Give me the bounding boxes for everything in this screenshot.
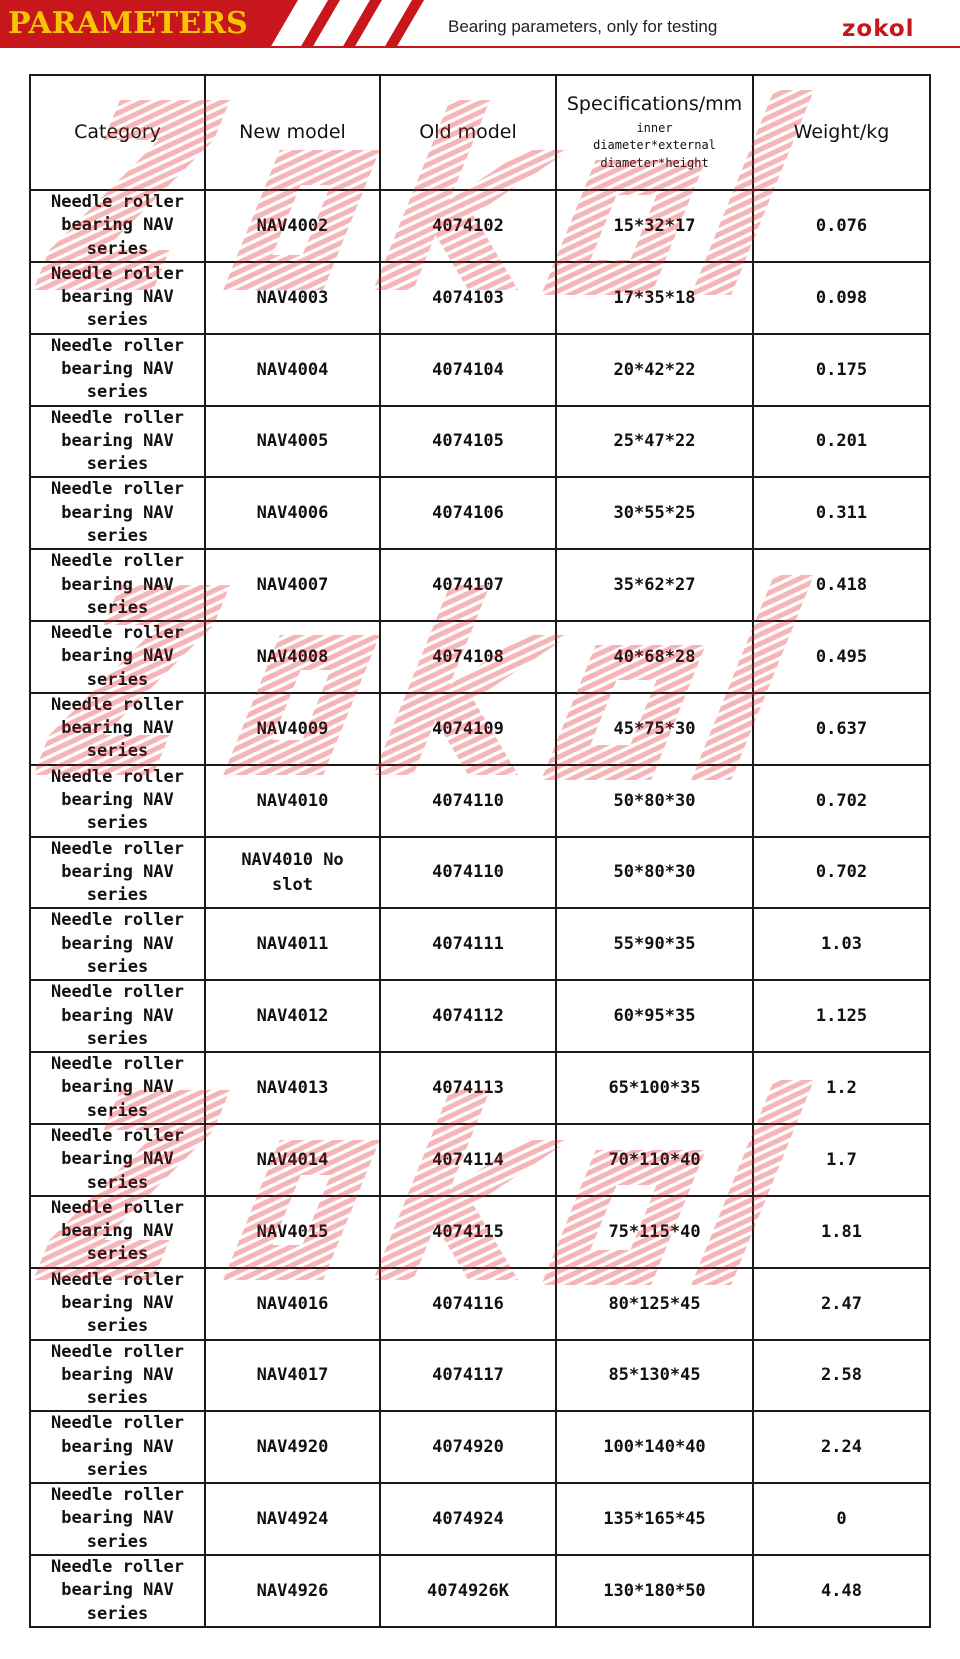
old-model-cell: 4074112: [380, 980, 556, 1052]
new-model-cell: [205, 1052, 380, 1124]
category-cell-line: series: [86, 1316, 149, 1337]
category-cell: [30, 693, 205, 765]
table-row: [30, 1052, 930, 1124]
spec-cell: 135*165*45: [556, 1483, 753, 1555]
new-model-cell: [205, 1124, 380, 1196]
spec-cell: 85*130*45: [556, 1340, 753, 1412]
spec-sub-line: inner: [636, 120, 673, 135]
new-model-cell-line: NAV4002: [256, 215, 329, 236]
header-banner: [0, 0, 960, 52]
spec-cell: 55*90*35: [556, 908, 753, 980]
category-cell-line: Needle roller: [50, 1197, 185, 1218]
new-model-cell-line: NAV4005: [256, 431, 329, 452]
new-model-cell: [205, 406, 380, 478]
header-weight: Weight/kg: [753, 75, 930, 190]
banner-stripes: [250, 0, 435, 48]
table-row: [30, 1268, 930, 1340]
category-cell-line: series: [86, 1100, 149, 1121]
weight-cell: 1.7: [753, 1124, 930, 1196]
category-cell-line: bearing NAV: [61, 1580, 174, 1601]
old-model-cell: 4074117: [380, 1340, 556, 1412]
category-cell: [30, 334, 205, 406]
old-model-cell: 4074107: [380, 549, 556, 621]
table-row: [30, 549, 930, 621]
old-model-cell: 4074111: [380, 908, 556, 980]
category-cell-line: Needle roller: [50, 623, 185, 644]
new-model-cell-line: NAV4011: [256, 934, 329, 955]
category-cell-line: bearing NAV: [61, 718, 174, 739]
weight-cell: 0.098: [753, 262, 930, 334]
category-cell: [30, 1483, 205, 1555]
weight-cell: 0.702: [753, 765, 930, 837]
category-cell-line: Needle roller: [50, 910, 185, 931]
weight-cell: 0.495: [753, 621, 930, 693]
category-cell-line: bearing NAV: [61, 646, 174, 667]
category-cell-line: series: [86, 957, 149, 977]
spec-cell: 15*32*17: [556, 190, 753, 262]
spec-sub-line: diameter*external: [593, 138, 716, 153]
new-model-cell-line: NAV4015: [256, 1221, 329, 1242]
old-model-cell: 4074103: [380, 262, 556, 334]
new-model-cell: [205, 693, 380, 765]
new-model-cell: [205, 1268, 380, 1340]
weight-cell: 0: [753, 1483, 930, 1555]
new-model-cell-line: NAV4010: [256, 790, 329, 811]
weight-cell: 0.702: [753, 837, 930, 909]
category-cell-line: Needle roller: [50, 1054, 185, 1075]
category-cell-line: series: [86, 669, 149, 690]
new-model-cell-line: NAV4926: [256, 1580, 329, 1601]
old-model-cell: 4074115: [380, 1196, 556, 1268]
category-cell: [30, 621, 205, 693]
spec-cell: 100*140*40: [556, 1411, 753, 1483]
weight-cell: 0.311: [753, 477, 930, 549]
old-model-cell: 4074116: [380, 1268, 556, 1340]
spec-cell: 30*55*25: [556, 477, 753, 549]
category-cell: [30, 908, 205, 980]
category-cell-line: bearing NAV: [61, 1364, 174, 1385]
category-cell-line: series: [86, 885, 149, 906]
table-row: [30, 406, 930, 478]
weight-cell: 1.2: [753, 1052, 930, 1124]
banner-subtitle: Bearing parameters, only for testing: [448, 17, 718, 36]
new-model-cell-line: NAV4008: [256, 646, 329, 667]
category-cell-line: bearing NAV: [61, 1436, 174, 1457]
new-model-cell: [205, 837, 380, 909]
new-model-cell-line: NAV4009: [256, 718, 329, 739]
category-cell-line: series: [86, 238, 149, 259]
new-model-cell-line: NAV4010 No: [241, 850, 344, 871]
category-cell: [30, 837, 205, 909]
new-model-cell-line: NAV4016: [256, 1293, 329, 1314]
category-cell: [30, 1268, 205, 1340]
category-cell: [30, 406, 205, 478]
new-model-cell: [205, 1340, 380, 1412]
new-model-cell-line: NAV4003: [256, 287, 329, 308]
spec-cell: 45*75*30: [556, 693, 753, 765]
category-cell-line: Needle roller: [50, 1125, 185, 1146]
category-cell: [30, 549, 205, 621]
table-row: [30, 1411, 930, 1483]
category-cell-line: series: [86, 597, 149, 618]
new-model-cell-line: slot: [272, 874, 313, 895]
category-cell-line: series: [86, 1028, 149, 1049]
category-cell-line: bearing NAV: [61, 1508, 174, 1529]
category-cell-line: series: [86, 454, 149, 475]
new-model-cell: [205, 477, 380, 549]
category-cell-line: bearing NAV: [61, 1149, 174, 1170]
spec-sub-line: diameter*height: [600, 155, 709, 170]
table-row: [30, 621, 930, 693]
spec-cell: 130*180*50: [556, 1555, 753, 1627]
table-row: [30, 765, 930, 837]
category-cell-line: Needle roller: [50, 479, 185, 500]
category-cell-line: bearing NAV: [61, 861, 174, 882]
category-cell-line: Needle roller: [50, 1413, 185, 1434]
old-model-cell: 4074109: [380, 693, 556, 765]
category-cell-line: series: [86, 813, 149, 834]
spec-cell: 65*100*35: [556, 1052, 753, 1124]
category-cell-line: series: [86, 1388, 149, 1409]
header-specifications-title: Specifications/mm: [566, 93, 743, 116]
table-row: [30, 837, 930, 909]
category-cell-line: bearing NAV: [61, 358, 174, 379]
spec-cell: 75*115*40: [556, 1196, 753, 1268]
weight-cell: 1.81: [753, 1196, 930, 1268]
category-cell: [30, 980, 205, 1052]
new-model-cell: [205, 549, 380, 621]
parameters-table: [29, 74, 931, 1628]
new-model-cell: [205, 334, 380, 406]
spec-cell: 50*80*30: [556, 765, 753, 837]
category-cell-line: bearing NAV: [61, 1077, 174, 1098]
category-cell-line: Needle roller: [50, 407, 185, 428]
new-model-cell-line: NAV4014: [256, 1149, 329, 1170]
category-cell-line: bearing NAV: [61, 502, 174, 523]
spec-cell: 25*47*22: [556, 406, 753, 478]
category-cell-line: bearing NAV: [61, 1292, 174, 1313]
category-cell-line: Needle roller: [50, 1269, 185, 1290]
weight-cell: 2.24: [753, 1411, 930, 1483]
new-model-cell: [205, 908, 380, 980]
new-model-cell: [205, 621, 380, 693]
category-cell-line: series: [86, 1244, 149, 1265]
table-row: [30, 1196, 930, 1268]
category-cell-line: series: [86, 1603, 149, 1624]
old-model-cell: 4074924: [380, 1483, 556, 1555]
category-cell-line: series: [86, 1459, 149, 1480]
category-cell-line: series: [86, 1172, 149, 1193]
category-cell: [30, 1555, 205, 1627]
new-model-cell-line: NAV4006: [256, 503, 329, 524]
new-model-cell-line: NAV4920: [256, 1437, 329, 1458]
category-cell-line: bearing NAV: [61, 933, 174, 954]
category-cell-line: Needle roller: [50, 1557, 185, 1578]
new-model-cell-line: NAV4013: [256, 1077, 329, 1098]
spec-cell: 35*62*27: [556, 549, 753, 621]
banner-title: PARAMETERS: [8, 6, 248, 41]
new-model-cell: [205, 1555, 380, 1627]
header-category: Category: [30, 75, 205, 190]
category-cell: [30, 1196, 205, 1268]
header-specifications-sub: [557, 120, 752, 172]
table-row: [30, 980, 930, 1052]
category-cell: [30, 1411, 205, 1483]
category-cell-line: series: [86, 741, 149, 762]
spec-cell: 17*35*18: [556, 262, 753, 334]
table-row: [30, 334, 930, 406]
weight-cell: 2.47: [753, 1268, 930, 1340]
header-new-model: New model: [205, 75, 380, 190]
new-model-cell-line: NAV4924: [256, 1509, 329, 1530]
table-row: [30, 1483, 930, 1555]
new-model-cell: [205, 1483, 380, 1555]
header-specifications: [556, 75, 753, 190]
old-model-cell: 4074110: [380, 837, 556, 909]
new-model-cell: [205, 1411, 380, 1483]
category-cell: [30, 1052, 205, 1124]
new-model-cell: [205, 765, 380, 837]
new-model-cell-line: NAV4012: [256, 1006, 329, 1027]
table-row: [30, 1555, 930, 1627]
old-model-cell: 4074108: [380, 621, 556, 693]
old-model-cell: 4074110: [380, 765, 556, 837]
category-cell-line: Needle roller: [50, 551, 185, 572]
header-old-model: Old model: [380, 75, 556, 190]
old-model-cell: 4074104: [380, 334, 556, 406]
category-cell-line: bearing NAV: [61, 430, 174, 451]
category-cell-line: Needle roller: [50, 694, 185, 715]
category-cell-line: series: [86, 382, 149, 403]
spec-cell: 20*42*22: [556, 334, 753, 406]
table-row: [30, 693, 930, 765]
weight-cell: 4.48: [753, 1555, 930, 1627]
new-model-cell-line: NAV4007: [256, 575, 329, 596]
category-cell-line: series: [86, 310, 149, 331]
spec-cell: 40*68*28: [556, 621, 753, 693]
new-model-cell: [205, 190, 380, 262]
spec-cell: 50*80*30: [556, 837, 753, 909]
category-cell-line: bearing NAV: [61, 790, 174, 811]
table-row: [30, 262, 930, 334]
old-model-cell: 4074105: [380, 406, 556, 478]
table-row: [30, 190, 930, 262]
category-cell-line: bearing NAV: [61, 574, 174, 595]
category-cell-line: bearing NAV: [61, 215, 174, 236]
new-model-cell: [205, 980, 380, 1052]
category-cell-line: Needle roller: [50, 838, 185, 859]
old-model-cell: 4074102: [380, 190, 556, 262]
old-model-cell: 4074114: [380, 1124, 556, 1196]
spec-cell: 80*125*45: [556, 1268, 753, 1340]
category-cell: [30, 262, 205, 334]
weight-cell: 0.418: [753, 549, 930, 621]
category-cell-line: bearing NAV: [61, 1005, 174, 1026]
old-model-cell: 4074106: [380, 477, 556, 549]
category-cell: [30, 190, 205, 262]
brand-logo: zokol: [842, 16, 915, 42]
category-cell-line: bearing NAV: [61, 287, 174, 308]
category-cell-line: series: [86, 525, 149, 546]
new-model-cell: [205, 1196, 380, 1268]
weight-cell: 0.201: [753, 406, 930, 478]
category-cell: [30, 1340, 205, 1412]
category-cell-line: Needle roller: [50, 1485, 185, 1506]
table-body: [30, 190, 930, 1627]
new-model-cell: [205, 262, 380, 334]
table-row: [30, 908, 930, 980]
category-cell: [30, 477, 205, 549]
old-model-cell: 4074926K: [380, 1555, 556, 1627]
old-model-cell: 4074920: [380, 1411, 556, 1483]
new-model-cell-line: NAV4017: [256, 1365, 329, 1386]
category-cell-line: Needle roller: [50, 192, 185, 212]
category-cell-line: Needle roller: [50, 982, 185, 1003]
weight-cell: 1.125: [753, 980, 930, 1052]
weight-cell: 0.637: [753, 693, 930, 765]
table-row: [30, 1124, 930, 1196]
new-model-cell-line: NAV4004: [256, 359, 329, 380]
category-cell-line: Needle roller: [50, 335, 185, 356]
category-cell: [30, 765, 205, 837]
weight-cell: 1.03: [753, 908, 930, 980]
category-cell-line: Needle roller: [50, 1341, 185, 1362]
banner-divider: [0, 46, 960, 48]
category-cell-line: bearing NAV: [61, 1221, 174, 1242]
category-cell-line: series: [86, 1531, 149, 1552]
spec-cell: 60*95*35: [556, 980, 753, 1052]
old-model-cell: 4074113: [380, 1052, 556, 1124]
table-row: [30, 477, 930, 549]
weight-cell: 0.076: [753, 190, 930, 262]
table-row: [30, 1340, 930, 1412]
category-cell-line: Needle roller: [50, 766, 185, 787]
spec-cell: 70*110*40: [556, 1124, 753, 1196]
table-header-row: [30, 75, 930, 190]
category-cell-line: Needle roller: [50, 263, 185, 284]
weight-cell: 0.175: [753, 334, 930, 406]
weight-cell: 2.58: [753, 1340, 930, 1412]
category-cell: [30, 1124, 205, 1196]
